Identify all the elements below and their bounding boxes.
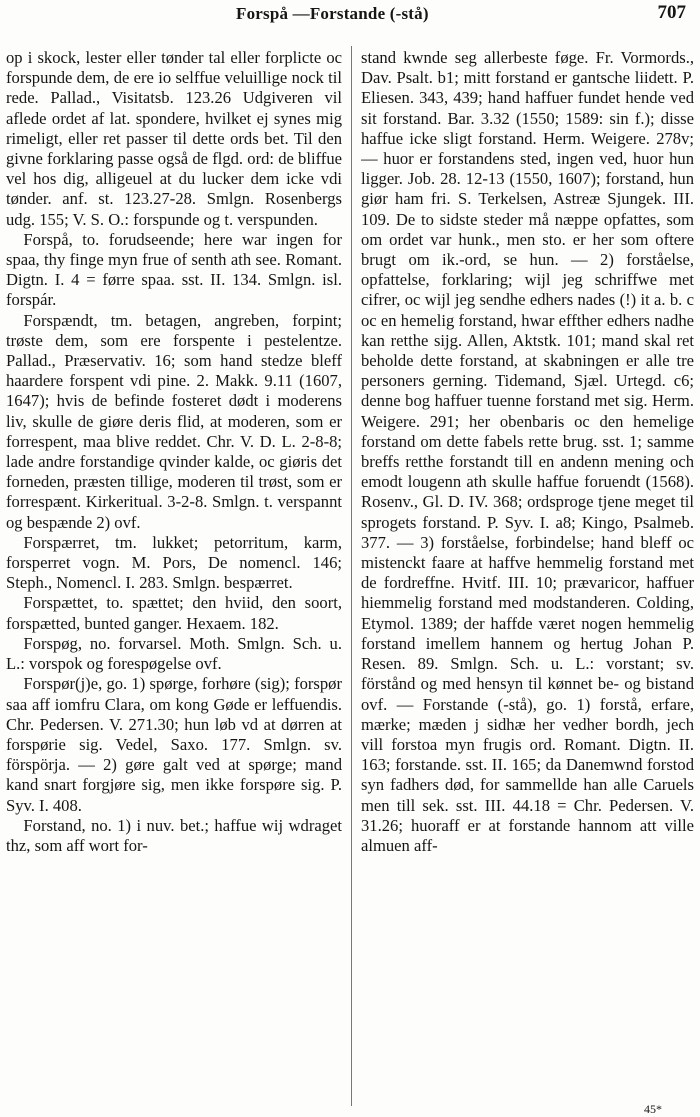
left-column bbox=[6, 48, 342, 1108]
entry-forspaa: Forspå, to. forudseende; here war ingen for spaa, thy finge myn frue of senth ath see. Romant. Digtn. I. 4 = førre spaa. sst. II. 134. Smlgn. isl. forspár. bbox=[6, 229, 342, 310]
right-column bbox=[361, 48, 694, 1108]
entry-forspoerje: Forspør(j)e, go. 1) spørge, forhøre (sig); forspør saa aff iomfru Clara, om kong Gøde er leffuendis. Chr. Pedersen. V. 271.30; hun løb vd at dørren at forspørie sig. Vedel, Saxo. 177. Smlgn. sv. förspörja. — 2) gøre galt ved at spørge; mand kand snart forgjøre sig, men ikke forspøre sig. P. Syv. I. 408. bbox=[6, 674, 342, 815]
entry-forspaerret: Forspærret, tm. lukket; petorritum, karm, forsperret vogn. M. Pors, De nomencl. 146; Steph., Nomencl. I. 283. Smlgn. bespærret. bbox=[6, 532, 342, 593]
entry-forspaendt: Forspændt, tm. betagen, angreben, forpint; trøste dem, som ere forspente i pestelentze. Pallad., Præservativ. 16; som hand stedze bleff haardere forspent vdi pine. 2. Makk. 9.11 (1607, 1647); hvis de befinde fosteret dødt i moderens liv, skulle de giøre deris flid, at moderen, som er forrespent, maa blive reddet. Chr. V. D. L. 2-8-8; lade andre forstandige qvinder kalde, oc giøris det forneden, præsten tillige, moderen til trøst, som er forrespænt. Kirkeritual. 3-2-8. Smlgn. t. verspannt og bespænde 2) ovf. bbox=[6, 310, 342, 532]
page-header bbox=[0, 0, 700, 34]
entry-forstand: Forstand, no. 1) i nuv. bet.; haffue wij wdraget thz, som aff wort for- bbox=[6, 815, 342, 855]
signature-mark: 45* bbox=[644, 1102, 662, 1116]
entry-forstand-continued: stand kwnde seg allerbeste føge. Fr. Vormords., Dav. Psalt. b1; mitt forstand er gantsche liidett. P. Eliesen. 343, 439; hand haffuer fundet hende ved sit forstand. Bar. 3.32 (1550; 1589: sin f.); disse haffue icke sligt forstand. Herm. Weigere. 278v; — huor er forstandens sted, ingen ved, huor hun ligger. Job. 28. 12-13 (1550, 1607); forstand, hun giør ham fri. S. Terkelsen, Astreæ Sjungek. III. 109. De to sidste steder må næppe opfattes, som om ordet var hunk., men sto. er her som oftere brugt om ik.-ord, se hun. — 2) forståelse, opfattelse, forklaring; wijl jeg schriffwe met cifrer, oc wijl jeg sendhe edhers nades (!) it a. b. c oc en hemelig forstand, hwar effther edhers nadhe kan retthe sijg. Allen, Aktstk. 101; mand skal ret beholde dette forstand, at skabningen er alle tre personers gerning. Tidemand, Sjæl. Urtegd. c6; denne bog haffuer tuenne forstand met sig. Herm. Weigere. 291; her obenbaris oc den hemelige forstand om dette fabels rette brug. sst. 1; samme breffs retthe forstandt till en andenn mening och emodt lougenn ath skulle haffue foruendt (1568). Rosenv., Gl. D. IV. 368; ordsproge tjene meget til sprogets forstand. P. Syv. I. a8; Kingo, Psalmeb. 377. — 3) forståelse, forbindelse; hand bleff oc mistenckt faare at haffve hemmelig forstand met de fordreffne. Hvitf. III. 10; prævaricor, haffuer hiemmelig forstand med modstanderen. Colding, Etymol. 1389; der haffde været nogen hemmelig forstand imellem hannem og hertug Johan P. Resen. 89. Smlgn. Sch. u. L.: vorstant; sv. förstånd og med hensyn til kønnet be- og bistand ovf. — Forstande (-stå), go. 1) forstå, erfare, mærke; mæden j sidhæ her vedher bordh, jech vill forstoa myn frugis ord. Romant. Digtn. II. 163; forstande. sst. II. 165; da Danemwnd forstod syn fadhers død, for sammellde han alle Caruels men till sek. sst. III. 44.18 = Chr. Pedersen. V. 31.26; huoraff er at forstande hannom att ville almuen aff- bbox=[361, 48, 694, 855]
entry-forspoeg: Forspøg, no. forvarsel. Moth. Smlgn. Sch. u. L.: vorspok og forespøgelse ovf. bbox=[6, 633, 342, 674]
entry-forspaettet: Forspættet, to. spættet; den hviid, den soort, forspætted, bunted ganger. Hexaem. 182. bbox=[6, 593, 342, 633]
page-number: 707 bbox=[657, 2, 686, 23]
running-title: Forspå —Forstande (-stå) bbox=[236, 4, 429, 23]
column-divider bbox=[351, 46, 352, 1106]
entry-continuation: op i skock, lester eller tønder tal eller forplicte oc forspunde dem, de ere io selffue veluillige nock til rede. Pallad., Visitatsb. 123.26 Udgiveren vil aflede ordet af lat. spondere, hvilket ej synes mig rimeligt, eller ret passer til dette ords bet. Til den givne forklaring passe også de flgd. ord: de bliffue vel hos dig, alligeuel at du lucker dem icke vdi tønder. anf. st. 123.27-28. Smlgn. Rosenbergs udg. 155; V. S. O.: forspunde og t. verspunden. bbox=[6, 48, 342, 229]
